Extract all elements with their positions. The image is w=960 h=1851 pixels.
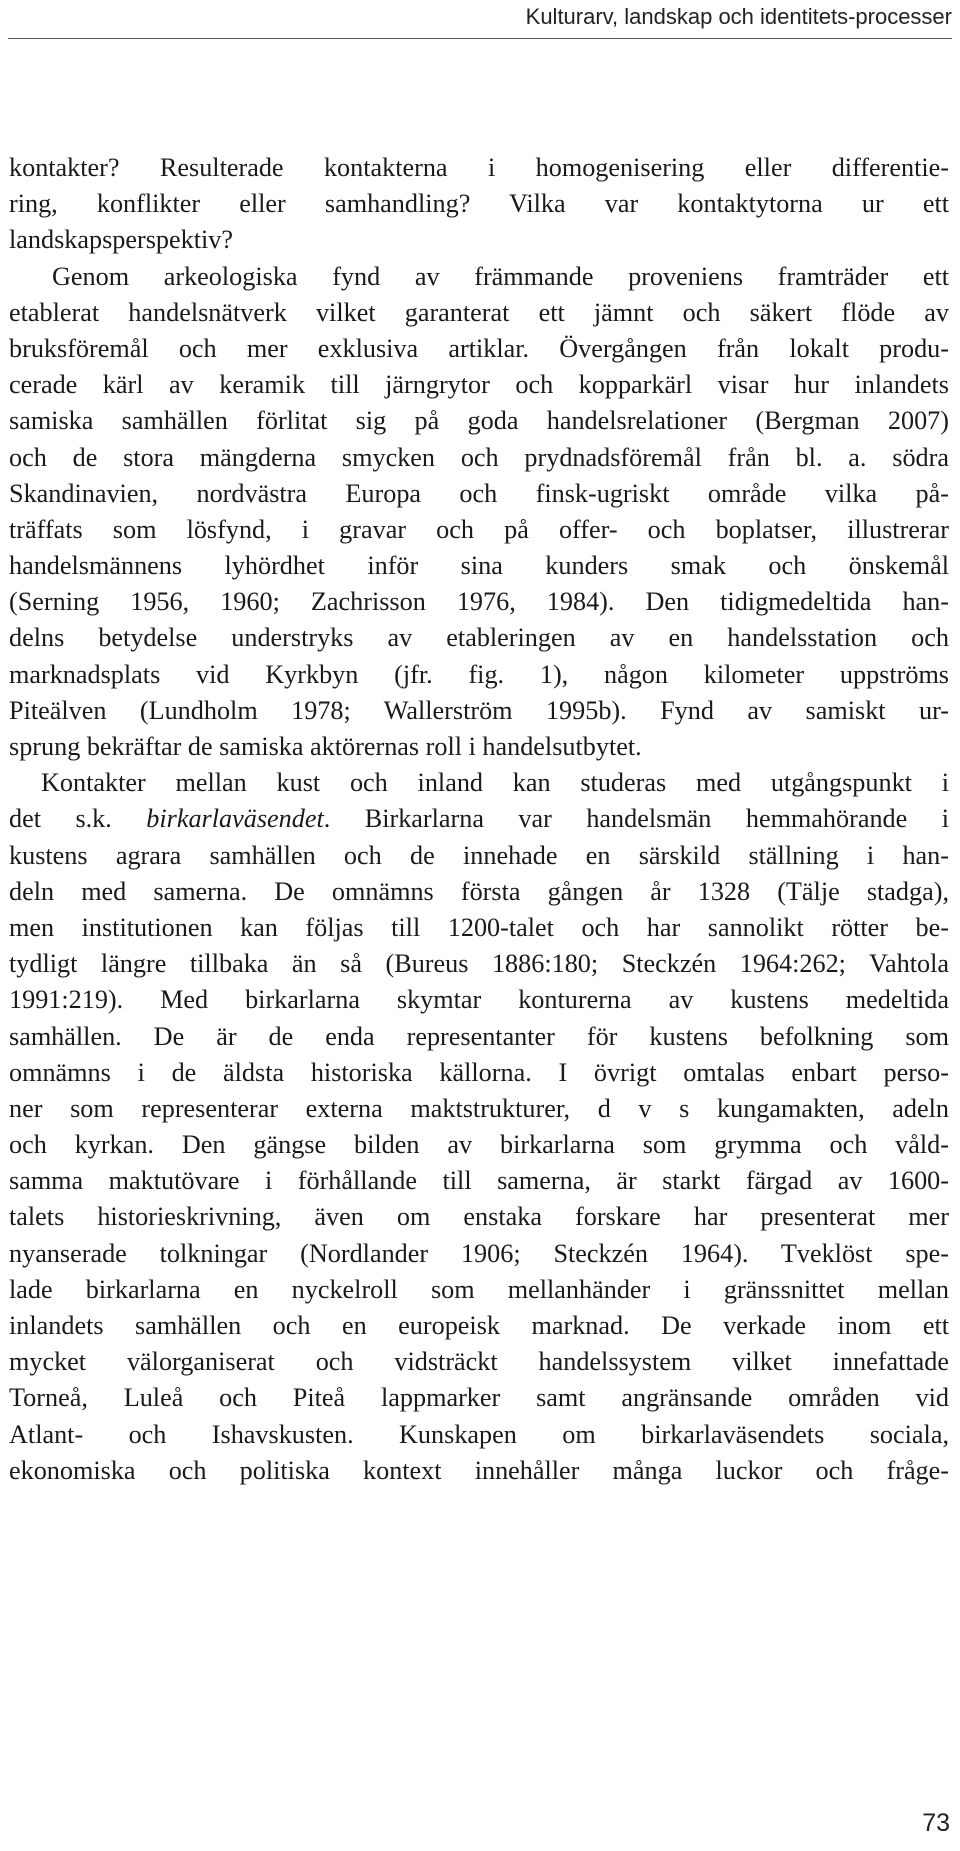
text-line: samma maktutövare i förhållande till samerna, är starkt färgad av 1600- bbox=[9, 1166, 949, 1196]
text-line: samhällen. De är de enda representanter för kustens befolkning som bbox=[9, 1021, 949, 1051]
text-line: landskapsperspektiv? bbox=[9, 225, 233, 255]
text-line: men institutionen kan följas till 1200-talet och har sannolikt rötter be- bbox=[9, 912, 949, 942]
text-segment: . Birkarlarna var handelsmän hemmahörande i bbox=[323, 804, 949, 834]
text-line: omnämns i de äldsta historiska källorna. I övrigt omtalas enbart perso- bbox=[9, 1057, 949, 1087]
text-line: etablerat handelsnätverk vilket garanterat ett jämnt och säkert flöde av bbox=[9, 297, 949, 327]
running-title: Kulturarv, landskap och identitets-processer bbox=[525, 4, 952, 29]
text-line-with-italic bbox=[9, 801, 949, 837]
text-line: kontakter? Resulterade kontakterna i homogenisering eller differentie- bbox=[9, 153, 949, 182]
page-number: 73 bbox=[922, 1809, 950, 1837]
text-line: delns betydelse understryks av etableringen av en handelsstation och bbox=[9, 623, 949, 653]
text-line: cerade kärl av keramik till järngrytor och kopparkärl visar hur inlandets bbox=[9, 370, 949, 400]
text-line: Skandinavien, nordvästra Europa och finsk-ugriskt område vilka på- bbox=[9, 478, 949, 508]
text-line: kustens agrara samhällen och de innehade en särskild ställning i han- bbox=[9, 840, 949, 870]
text-line: ekonomiska och politiska kontext innehåller många luckor och fråge- bbox=[9, 1455, 949, 1485]
text-line: tydligt längre tillbaka än så (Bureus 1886:180; Steckzén 1964:262; Vahtola bbox=[9, 949, 949, 979]
text-line: nyanserade tolkningar (Nordlander 1906; Steckzén 1964). Tveklöst spe- bbox=[9, 1238, 949, 1268]
text-line: deln med samerna. De omnämns första gången år 1328 (Tälje stadga), bbox=[9, 876, 949, 906]
text-line: samiska samhällen förlitat sig på goda handelsrelationer (Bergman 2007) bbox=[9, 406, 949, 436]
text-line: 1991:219). Med birkarlarna skymtar konturerna av kustens medeltida bbox=[9, 985, 949, 1015]
text-line: och de stora mängderna smycken och prydnadsföremål från bl. a. södra bbox=[9, 442, 949, 472]
text-line: bruksföremål och mer exklusiva artiklar. Övergången från lokalt produ- bbox=[9, 333, 949, 363]
text-line: talets historieskrivning, även om enstaka forskare har presenterat mer bbox=[9, 1202, 949, 1232]
running-head bbox=[8, 0, 952, 39]
italic-term: birkarlaväsendet bbox=[146, 804, 324, 834]
text-line: Atlant- och Ishavskusten. Kunskapen om birkarlaväsendets sociala, bbox=[9, 1419, 949, 1449]
text-line: (Serning 1956, 1960; Zachrisson 1976, 1984). Den tidigmedeltida han- bbox=[9, 587, 949, 617]
text-line: inlandets samhällen och en europeisk marknad. De verkade inom ett bbox=[9, 1311, 949, 1340]
text-line: ner som representerar externa maktstrukturer, d v s kungamakten, adeln bbox=[9, 1093, 949, 1123]
body-text bbox=[9, 150, 949, 1489]
text-line: träffats som lösfynd, i gravar och på offer- och boplatser, illustrerar bbox=[9, 514, 949, 544]
text-line: lade birkarlarna en nyckelroll som mellanhänder i gränssnittet mellan bbox=[9, 1274, 949, 1304]
text-line: marknadsplats vid Kyrkbyn (jfr. fig. 1), någon kilometer uppströms bbox=[9, 659, 949, 689]
text-line: Kontakter mellan kust och inland kan studeras med utgångspunkt i bbox=[41, 768, 949, 798]
text-line: handelsmännens lyhördhet inför sina kunders smak och önskemål bbox=[9, 551, 949, 581]
text-line: och kyrkan. Den gängse bilden av birkarlarna som grymma och våld- bbox=[9, 1130, 949, 1160]
text-line: Torneå, Luleå och Piteå lappmarker samt angränsande områden vid bbox=[9, 1383, 949, 1413]
text-line: mycket välorganiserat och vidsträckt handelssystem vilket innefattade bbox=[9, 1347, 949, 1377]
text-line: Genom arkeologiska fynd av främmande proveniens framträder ett bbox=[52, 261, 949, 291]
text-line: Piteälven (Lundholm 1978; Wallerström 1995b). Fynd av samiskt ur- bbox=[9, 695, 949, 725]
text-segment: det s.k. bbox=[9, 804, 147, 834]
text-line: sprung bekräftar de samiska aktörernas roll i handelsutbytet. bbox=[9, 732, 642, 761]
text-line: ring, konflikter eller samhandling? Vilka var kontaktytorna ur ett bbox=[9, 189, 949, 219]
